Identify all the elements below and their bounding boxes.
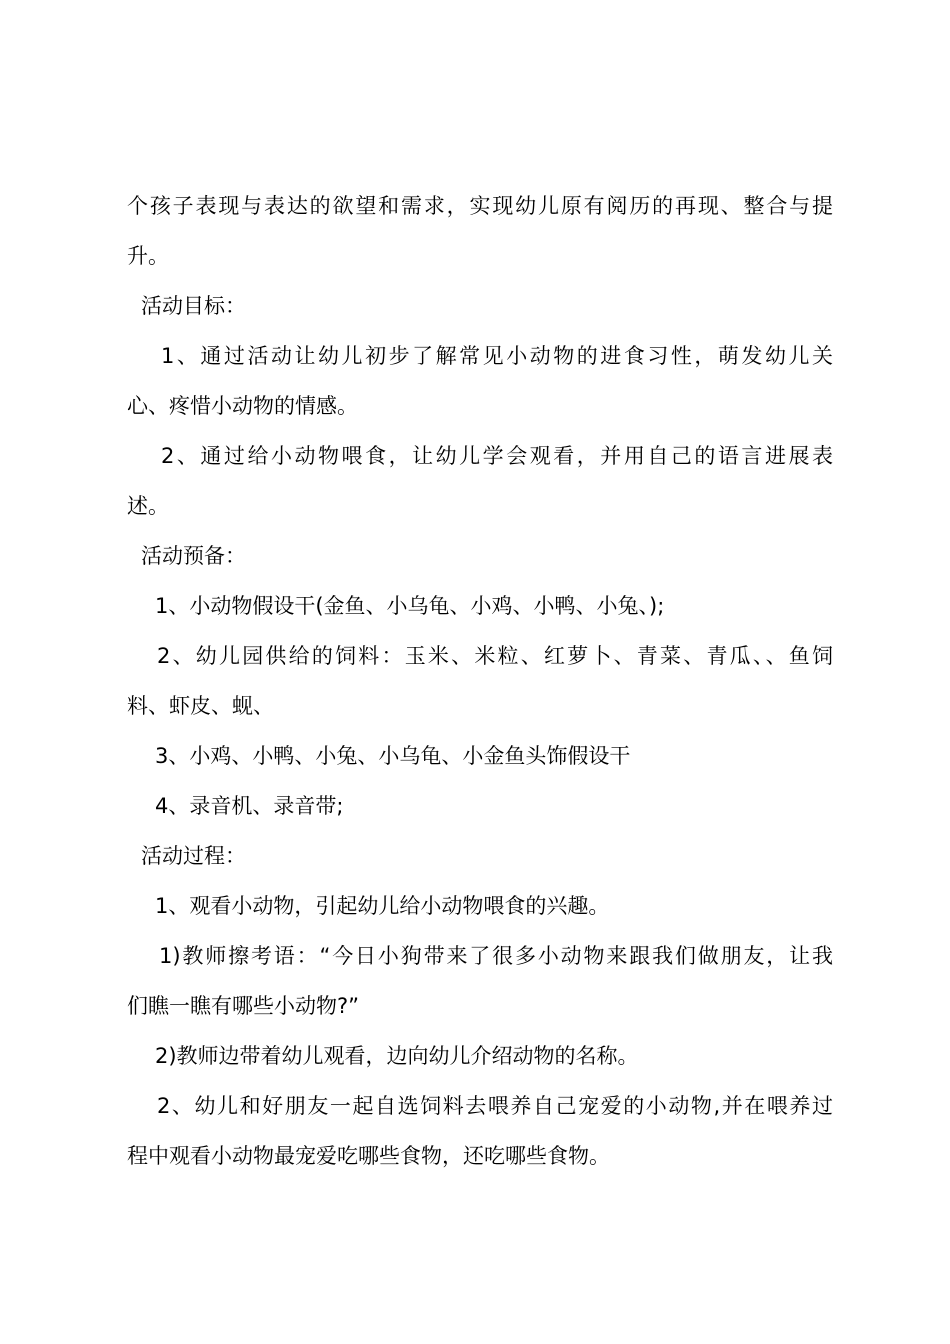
paragraph-line: 们瞧一瞧有哪些小动物?” [127,994,360,1018]
paragraph-line: 述。 [127,494,169,518]
paragraph-line: 程中观看小动物最宠爱吃哪些食物，还吃哪些食物。 [127,1144,610,1168]
paragraph-line: 1、通过活动让幼儿初步了解常见小动物的进食习性，萌发幼儿关 [161,344,833,368]
list-item: 1、小动物假设干(金鱼、小乌龟、小鸡、小鸭、小兔、); [155,594,665,618]
list-item: 1)教师擦考语：“今日小狗带来了很多小动物来跟我们做朋友，让我 [159,944,833,968]
list-item: 3、小鸡、小鸭、小兔、小乌龟、小金鱼头饰假设干 [155,744,631,768]
document-page [127,181,833,1181]
paragraph-line: 心、疼惜小动物的情感。 [127,394,358,418]
section-heading: 活动过程： [141,844,246,868]
list-item: 1、观看小动物，引起幼儿给小动物喂食的兴趣。 [155,894,610,918]
list-item: 2、幼儿和好朋友一起自选饲料去喂养自己宠爱的小动物,并在喂养过 [157,1094,833,1118]
paragraph-line: 升。 [127,244,169,268]
list-item: 4、录音机、录音带; [155,794,344,818]
list-item: 2)教师边带着幼儿观看，边向幼儿介绍动物的名称。 [155,1044,639,1068]
paragraph-line: 个孩子表现与表达的欲望和需求，实现幼儿原有阅历的再现、整合与提 [127,194,833,218]
paragraph-line: 2、通过给小动物喂食，让幼儿学会观看，并用自己的语言进展表 [161,444,833,468]
section-heading: 活动预备： [141,544,246,568]
section-heading: 活动目标： [141,294,246,318]
paragraph-line: 料、虾皮、蚬、 [127,694,274,718]
list-item: 2、幼儿园供给的饲料：玉米、米粒、红萝卜、青菜、青瓜、、鱼饲 [157,644,833,668]
